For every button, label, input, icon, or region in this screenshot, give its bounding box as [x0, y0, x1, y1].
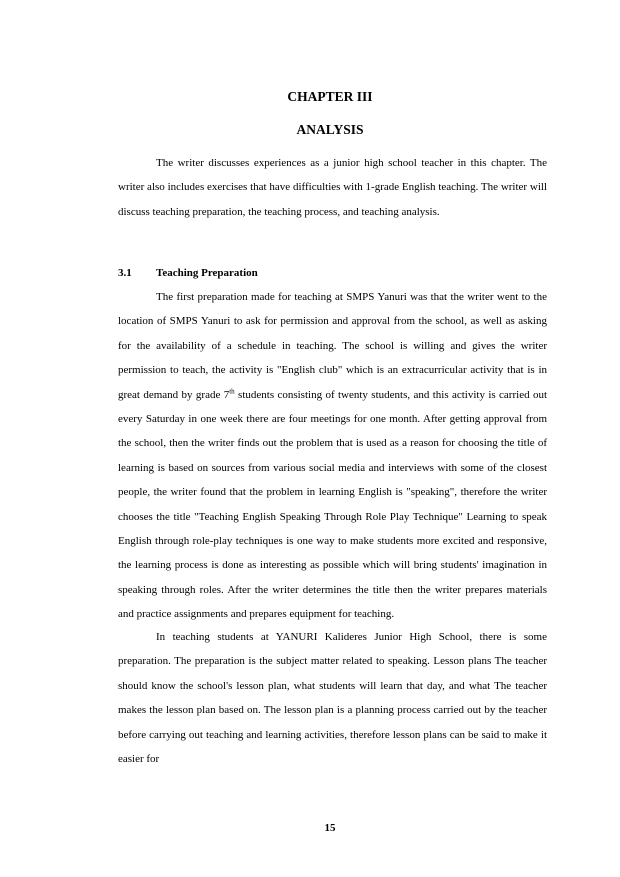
- chapter-title: ANALYSIS: [296, 122, 364, 137]
- section-number: 3.1: [118, 267, 132, 279]
- preparation-text-part-1: The first preparation made for teaching at SMPS Yanuri was that the writer went to the location of SMPS Yanuri to ask for permission and approval from the school, as well as asking for the availability of a schedule in teaching. The school is willing and gives the writer permission to teach, the activity is "English club" which is an extracurricular activity that is in great demand by grade 7: [118, 291, 547, 401]
- intro-paragraph: The writer discusses experiences as a junior high school teacher in this chapter. The writer also includes exercises that have difficulties with 1-grade English teaching. The writer will discuss teaching preparation, the teaching process, and teaching analysis.: [118, 157, 547, 218]
- section-title: Teaching Preparation: [156, 267, 258, 279]
- preparation-text-part-2: students consisting of twenty students, and this activity is carried out every Saturday in one week there are four meetings for one month. After getting approval from the school, then the writer finds out the problem that is used as a reason for choosing the title of learning is based on sources from various social media and interviews with some of the closest people, the writer found that the problem in learning English is "speaking", therefore the writer chooses the title "Teaching English Speaking Through Role Play Technique" Learning to speak English through role-play techniques is one way to make students more excited and responsive, the learning process is done as interesting as possible which will bring students' imagination in speaking through roles. After the writer determines the title then the writer prepares materials and practice assignments and prepares equipment for teaching.: [118, 388, 548, 621]
- lesson-plans-paragraph: In teaching students at YANURI Kalideres Junior High School, there is some preparation. The preparation is the subject matter related to speaking. Lesson plans The teacher should know the school's lesson plan, what students will learn that day, and what The teacher makes the lesson plan based on. The lesson plan is a planning process carried out by the teacher before carrying out teaching and learning activities, therefore lesson plans can be said to make it easier for: [118, 631, 547, 766]
- ordinal-superscript: th: [229, 386, 235, 395]
- section-heading: [118, 261, 547, 285]
- preparation-paragraph: [118, 285, 547, 627]
- page-number: 15: [324, 822, 336, 834]
- chapter-label: CHAPTER III: [287, 89, 373, 104]
